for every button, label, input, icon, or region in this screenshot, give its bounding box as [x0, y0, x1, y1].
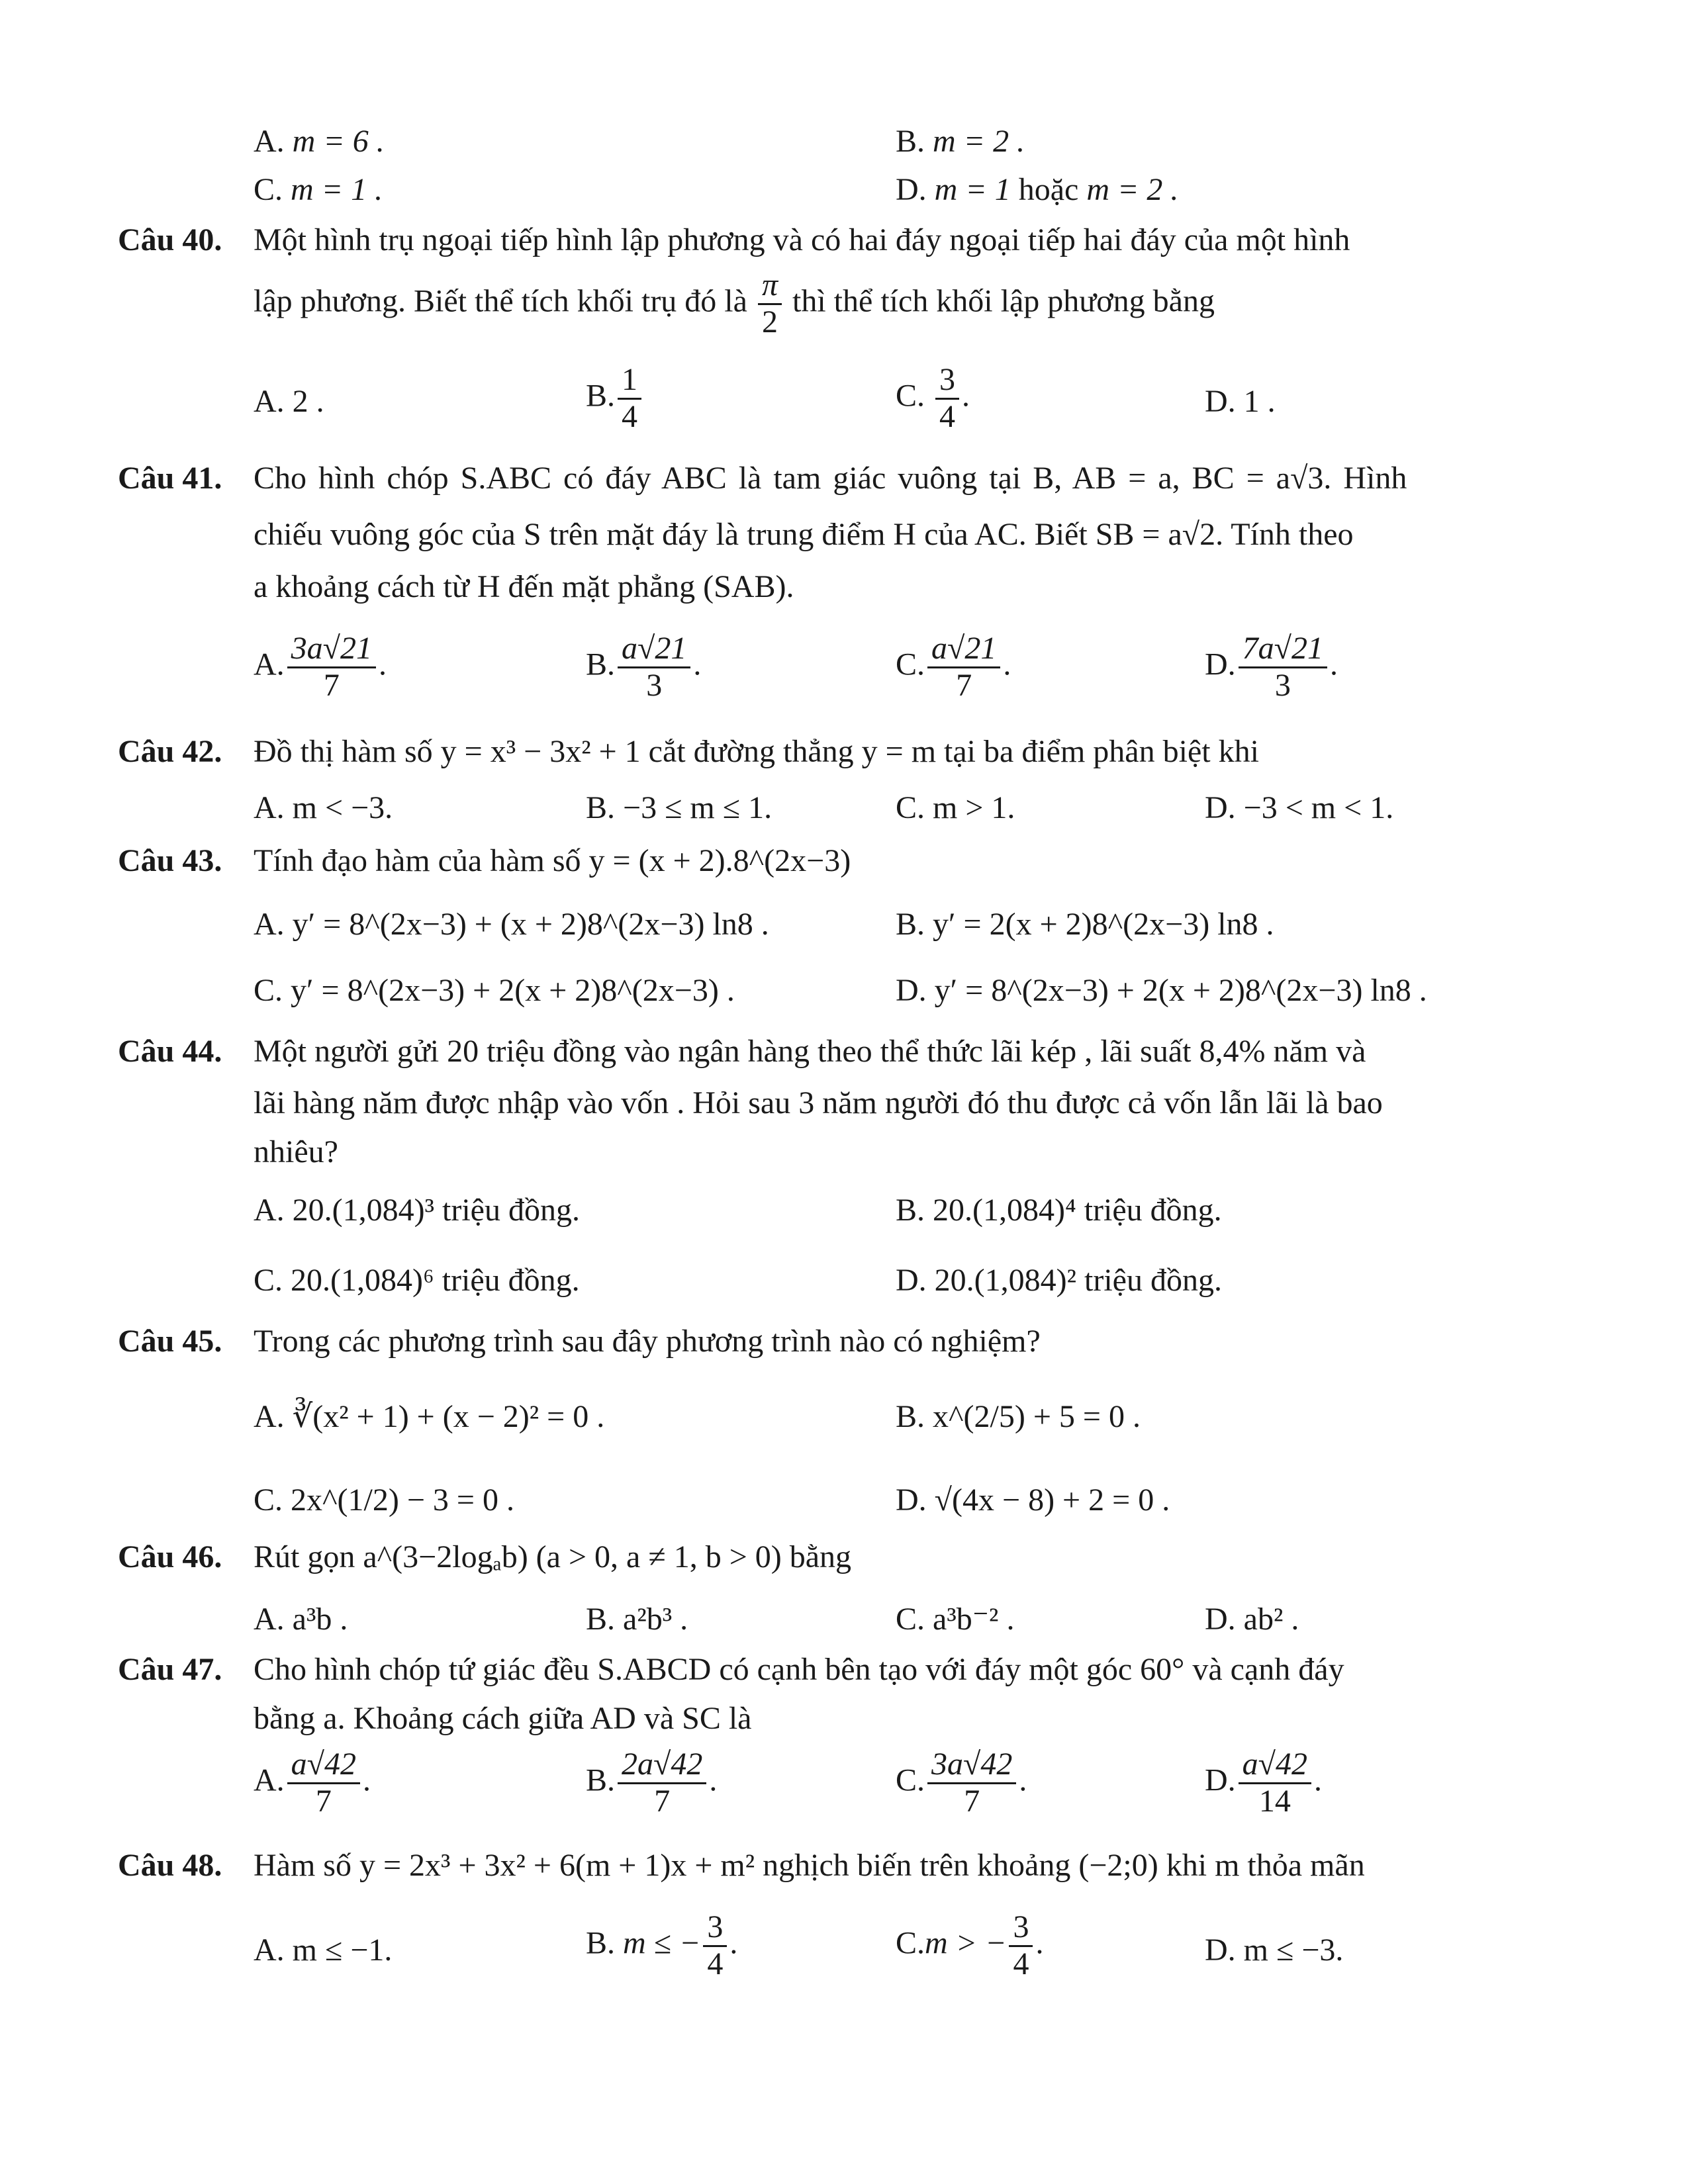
- q43-stem: Tính đạo hàm của hàm số y = (x + 2).8^(2x−3): [254, 843, 851, 878]
- q43-option-d: D. y′ = 8^(2x−3) + 2(x + 2)8^(2x−3) ln8 .: [896, 973, 1427, 1008]
- q40-label: Câu 40.: [118, 222, 222, 257]
- q48-option-a: A. m ≤ −1.: [254, 1933, 393, 1968]
- q41-stem-line3: a khoảng cách từ H đến mặt phẳng (SAB).: [254, 569, 794, 604]
- q46-option-d: D. ab² .: [1205, 1602, 1299, 1637]
- q42-option-b: B. −3 ≤ m ≤ 1.: [586, 790, 773, 825]
- q39-option-b: B. m = 2 .: [896, 124, 1025, 159]
- q44-label: Câu 44.: [118, 1034, 222, 1069]
- q43-label: Câu 43.: [118, 843, 222, 878]
- q45-option-d: D. √(4x − 8) + 2 = 0 .: [896, 1482, 1170, 1518]
- q48-option-b: B. m ≤ − $\frac{3}{4}$ .: [586, 1909, 738, 1981]
- q47-option-b: B. $\frac{2a√42}{7}$ .: [586, 1747, 718, 1819]
- q40-volume-fraction: $\frac{\pi}{2}$: [758, 268, 782, 340]
- q46-option-c: C. a³b⁻² .: [896, 1602, 1015, 1637]
- q48-stem: Hàm số y = 2x³ + 3x² + 6(m + 1)x + m² nghịch biến trên khoảng (−2;0) khi m thỏa mãn: [254, 1848, 1365, 1883]
- q41-stem-line1: Cho hình chóp S.ABC có đáy ABC là tam giác vuông tại B, AB = a, BC = a√3. Hình: [254, 461, 1407, 496]
- q39-option-d: D. m = 1 hoặc m = 2 .: [896, 172, 1179, 207]
- q44-option-d: D. 20.(1,084)² triệu đồng.: [896, 1263, 1222, 1298]
- q42-stem: Đồ thị hàm số y = x³ − 3x² + 1 cắt đường thẳng y = m tại ba điểm phân biệt khi: [254, 734, 1259, 769]
- q48-option-c: C.m > − $\frac{3}{4}$ .: [896, 1909, 1044, 1981]
- q39-option-a: A. m = 6 .: [254, 124, 385, 159]
- q41-stem-line2: chiếu vuông góc của S trên mặt đáy là trung điểm H của AC. Biết SB = a√2. Tính theo: [254, 517, 1354, 552]
- q45-option-b: B. x^(2/5) + 5 = 0 .: [896, 1399, 1141, 1434]
- q43-option-b: B. y′ = 2(x + 2)8^(2x−3) ln8 .: [896, 907, 1274, 942]
- q43-option-a: A. y′ = 8^(2x−3) + (x + 2)8^(2x−3) ln8 .: [254, 907, 769, 942]
- q41-label: Câu 41.: [118, 461, 222, 496]
- q42-option-a: A. m < −3.: [254, 790, 393, 825]
- q41-option-b: B. $\frac{a√21}{3}$ .: [586, 631, 702, 703]
- q44-option-c: C. 20.(1,084)⁶ triệu đồng.: [254, 1263, 580, 1298]
- q45-label: Câu 45.: [118, 1324, 222, 1359]
- q44-stem-line2: lãi hàng năm được nhập vào vốn . Hỏi sau 3 năm người đó thu được cả vốn lẫn lãi là bao: [254, 1085, 1383, 1120]
- q40-stem-line1: Một hình trụ ngoại tiếp hình lập phương và có hai đáy ngoại tiếp hai đáy của một hình: [254, 222, 1350, 257]
- q41-option-c: C. $\frac{a√21}{7}$ .: [896, 631, 1011, 703]
- q46-option-a: A. a³b .: [254, 1602, 348, 1637]
- q47-stem-line1: Cho hình chóp tứ giác đều S.ABCD có cạnh bên tạo với đáy một góc 60° và cạnh đáy: [254, 1652, 1344, 1687]
- q44-option-b: B. 20.(1,084)⁴ triệu đồng.: [896, 1193, 1222, 1228]
- q46-stem: Rút gọn a^(3−2logₐb) (a > 0, a ≠ 1, b > 0) bằng: [254, 1539, 852, 1574]
- q40-option-a: A. 2 .: [254, 384, 324, 419]
- q47-stem-line2: bằng a. Khoảng cách giữa AD và SC là: [254, 1701, 752, 1736]
- q45-option-a: A. ∛(x² + 1) + (x − 2)² = 0 .: [254, 1399, 605, 1434]
- q44-stem-line3: nhiêu?: [254, 1134, 338, 1169]
- q48-label: Câu 48.: [118, 1848, 222, 1883]
- q44-option-a: A. 20.(1,084)³ triệu đồng.: [254, 1193, 580, 1228]
- q47-option-d: D. $\frac{a√42}{14}$ .: [1205, 1747, 1323, 1819]
- q46-option-b: B. a²b³ .: [586, 1602, 688, 1637]
- q41-option-a: A. $\frac{3a√21}{7}$ .: [254, 631, 387, 703]
- q40-option-d: D. 1 .: [1205, 384, 1276, 419]
- q39-option-c: C. m = 1 .: [254, 172, 383, 207]
- q42-option-d: D. −3 < m < 1.: [1205, 790, 1394, 825]
- q41-option-d: D. $\frac{7a√21}{3}$ .: [1205, 631, 1338, 703]
- q43-option-c: C. y′ = 8^(2x−3) + 2(x + 2)8^(2x−3) .: [254, 973, 735, 1008]
- q47-option-c: C. $\frac{3a√42}{7}$ .: [896, 1747, 1027, 1819]
- q47-option-a: A. $\frac{a√42}{7}$ .: [254, 1747, 371, 1819]
- q47-label: Câu 47.: [118, 1652, 222, 1687]
- q45-option-c: C. 2x^(1/2) − 3 = 0 .: [254, 1482, 514, 1518]
- q48-option-d: D. m ≤ −3.: [1205, 1933, 1344, 1968]
- q40-option-c: C. $\frac{3}{4}$ .: [896, 362, 970, 434]
- q40-option-b: B. $\frac{1}{4}$: [586, 363, 644, 435]
- q45-stem: Trong các phương trình sau đây phương trình nào có nghiệm?: [254, 1324, 1041, 1359]
- q42-option-c: C. m > 1.: [896, 790, 1015, 825]
- q46-label: Câu 46.: [118, 1539, 222, 1574]
- q44-stem-line1: Một người gửi 20 triệu đồng vào ngân hàng theo thể thức lãi kép , lãi suất 8,4% năm và: [254, 1034, 1366, 1069]
- q40-stem-line2: lập phương. Biết thể tích khối trụ đó là $\frac{\pi}{2}$ thì thể tích khối lập phương bằng: [254, 267, 1215, 340]
- q42-label: Câu 42.: [118, 734, 222, 769]
